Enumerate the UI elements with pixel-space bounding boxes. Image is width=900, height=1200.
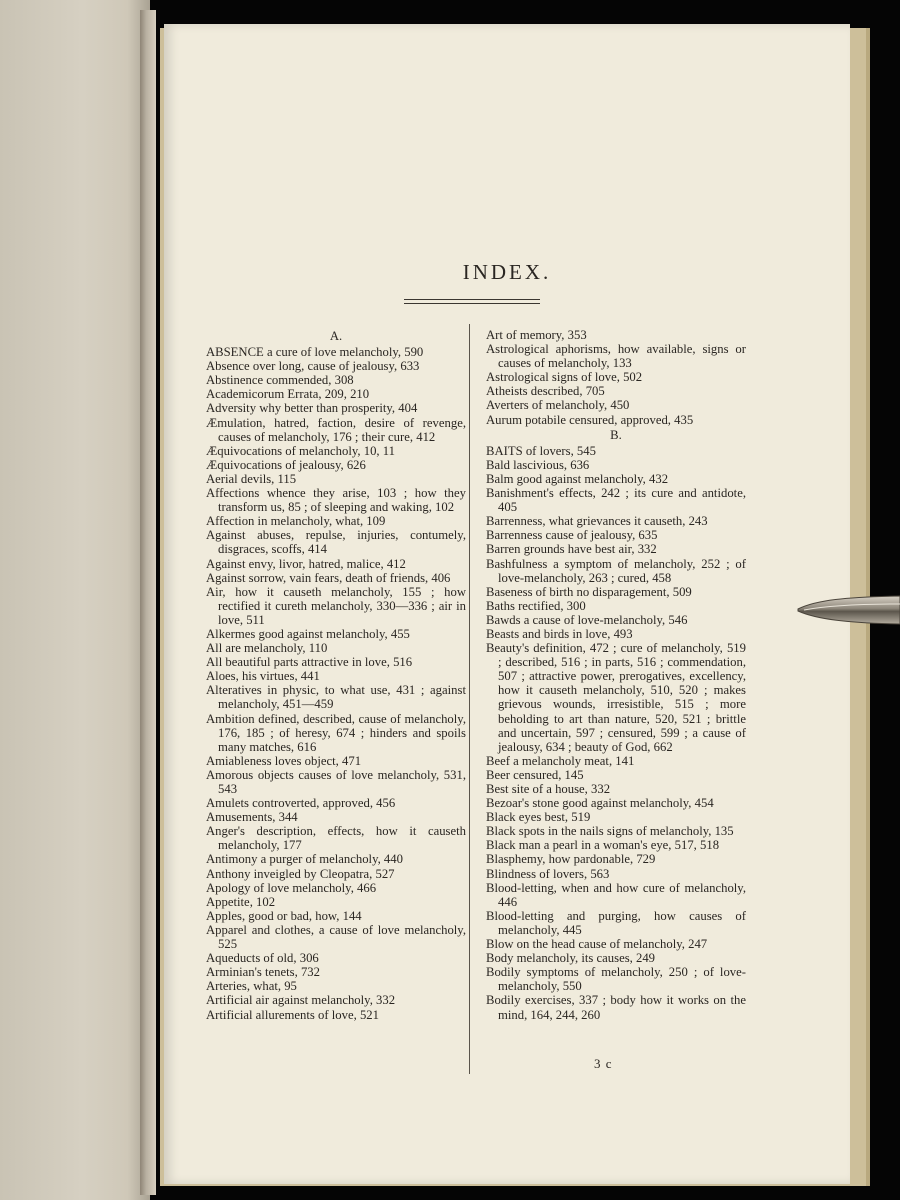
index-entry: Blood-letting and purging, how causes of melancholy, 445 xyxy=(486,908,746,937)
index-entry: Apology of love melancholy, 466 xyxy=(206,880,377,895)
index-entry: Blood-letting, when and how cure of melancholy, 446 xyxy=(486,880,746,909)
index-entry: Æquivocations of melancholy, 10, 11 xyxy=(206,443,395,458)
index-entry: Anger's description, effects, how it causeth melancholy, 177 xyxy=(206,824,466,853)
index-entry: Apparel and clothes, a cause of love melancholy, 525 xyxy=(206,922,466,952)
page-title: INDEX. xyxy=(462,260,552,284)
index-entry: Adversity why better than prosperity, 404 xyxy=(206,401,418,416)
index-entry: Astrological aphorisms, how available, signs or causes of melancholy, 133 xyxy=(486,342,746,371)
index-entry: Arteries, what, 95 xyxy=(206,979,297,994)
index-entry: Black man a pearl in a woman's eye, 517, 518 xyxy=(486,838,720,853)
index-entry: Abstinence commended, 308 xyxy=(206,373,354,388)
index-entry: Astrological signs of love, 502 xyxy=(486,370,643,385)
index-entry: Best site of a house, 332 xyxy=(486,782,611,796)
signature-mark: 3 c xyxy=(594,1056,613,1071)
section-letter: B. xyxy=(610,427,622,442)
index-entry: Beasts and birds in love, 493 xyxy=(486,626,633,641)
index-entry: Anthony inveigled by Cleopatra, 527 xyxy=(206,866,395,881)
index-entry: Beer censured, 145 xyxy=(486,767,584,782)
index-entry: Amusements, 344 xyxy=(206,810,298,825)
index-entry: Black spots in the nails signs of melancholy, 135 xyxy=(486,824,734,839)
index-entry: Barren grounds have best air, 332 xyxy=(486,542,657,557)
index-entry: Æquivocations of jealousy, 626 xyxy=(206,457,366,472)
index-entry: Aqueducts of old, 306 xyxy=(206,951,319,966)
index-entry: Alkermes good against melancholy, 455 xyxy=(206,626,410,641)
index-entry: Aurum potabile censured, approved, 435 xyxy=(486,412,694,427)
index-entry: Averters of melancholy, 450 xyxy=(486,398,630,413)
index-entry: Blow on the head cause of melancholy, 247 xyxy=(486,937,708,952)
index-entry: Academicorum Errata, 209, 210 xyxy=(206,387,370,402)
index-entry: Ambition defined, described, cause of melancholy, 176, 185 ; of heresy, 674 ; hinders and spoils many matches, 616 xyxy=(206,711,466,754)
index-entry: Against abuses, repulse, injuries, contumely, disgraces, scoffs, 414 xyxy=(206,528,466,557)
index-entry: Body melancholy, its causes, 249 xyxy=(486,951,656,966)
facing-left-page xyxy=(0,0,150,1200)
index-entry: All beautiful parts attractive in love, 516 xyxy=(206,655,413,670)
title-rule-bottom xyxy=(404,303,540,304)
index-entry: Blasphemy, how pardonable, 729 xyxy=(486,852,656,867)
index-entry: Artificial air against melancholy, 332 xyxy=(206,993,396,1008)
index-entry: Baseness of birth no disparagement, 509 xyxy=(486,584,692,599)
index-entry: Appetite, 102 xyxy=(206,894,276,909)
index-entry: Beauty's definition, 472 ; cure of melancholy, 519 ; described, 516 ; in parts, 516 ; commendation, 507 ; attractive power, prerogatives, excellency, how it causeth melancholy, 510, 520 ; makes grievous wounds, irresistible, 515 ; more beholding to art than nature, 520, 521 ; brittle and uncertain, 597 ; censured, 599 ; a cause of jealousy, 634 ; beauty of God, 662 xyxy=(486,641,746,754)
index-entry: Art of memory, 353 xyxy=(486,328,587,342)
index-page xyxy=(164,24,850,1184)
index-entry: Air, how it causeth melancholy, 155 ; how rectified it cureth melancholy, 330—336 ; air in love, 511 xyxy=(206,584,466,627)
index-entry: Banishment's effects, 242 ; its cure and antidote, 405 xyxy=(486,486,746,515)
index-entry: Amiableness loves object, 471 xyxy=(206,753,362,768)
index-entry: Bodily exercises, 337 ; body how it works on the mind, 164, 244, 260 xyxy=(486,993,746,1022)
index-entry: Bezoar's stone good against melancholy, 454 xyxy=(486,796,714,811)
index-entry: Bawds a cause of love-melancholy, 546 xyxy=(486,612,688,627)
index-entry: BAITS of lovers, 545 xyxy=(486,443,596,458)
index-entry: Black eyes best, 519 xyxy=(486,810,591,825)
book-gutter xyxy=(140,10,156,1195)
column-divider xyxy=(469,324,470,1074)
index-entry: Against sorrow, vain fears, death of friends, 406 xyxy=(206,570,451,585)
index-entry: Apples, good or bad, how, 144 xyxy=(206,908,362,923)
index-entry: Antimony a purger of melancholy, 440 xyxy=(206,852,403,867)
index-entry: Barrenness cause of jealousy, 635 xyxy=(486,528,658,543)
index-entry: Amorous objects causes of love melancholy, 531, 543 xyxy=(206,767,466,796)
section-letter: A. xyxy=(329,329,343,343)
index-entry: Blindness of lovers, 563 xyxy=(486,866,610,881)
index-entry: Barrenness, what grievances it causeth, 243 xyxy=(486,514,708,529)
title-rule-top xyxy=(404,299,540,300)
index-entry: Bodily symptoms of melancholy, 250 ; of love-melancholy, 550 xyxy=(486,965,746,994)
index-entry: Bald lascivious, 636 xyxy=(486,457,590,472)
index-entry: Alteratives in physic, to what use, 431 ; against melancholy, 451—459 xyxy=(206,683,466,712)
index-entry: ABSENCE a cure of love melancholy, 590 xyxy=(206,345,424,360)
index-entry: Arminian's tenets, 732 xyxy=(206,965,320,980)
index-entry: Against envy, livor, hatred, malice, 412 xyxy=(206,556,406,571)
index-entry: Balm good against melancholy, 432 xyxy=(486,471,669,486)
index-entry: Amulets controverted, approved, 456 xyxy=(206,796,396,811)
index-entry: Atheists described, 705 xyxy=(486,384,605,399)
right-index-column xyxy=(486,328,746,1022)
index-entry: Affections whence they arise, 103 ; how they transform us, 85 ; of sleeping and waking, 102 xyxy=(206,486,466,515)
index-entry: Bashfulness a symptom of melancholy, 252 ; of love-melancholy, 263 ; cured, 458 xyxy=(486,556,746,585)
index-entry: Baths rectified, 300 xyxy=(486,598,586,613)
index-entry: Absence over long, cause of jealousy, 633 xyxy=(206,359,420,374)
index-entry: Beef a melancholy meat, 141 xyxy=(486,753,635,768)
index-entry: Aerial devils, 115 xyxy=(206,471,297,486)
metal-bookmark xyxy=(796,592,900,628)
index-entry: Artificial allurements of love, 521 xyxy=(206,1007,379,1022)
index-entry: All are melancholy, 110 xyxy=(206,641,328,656)
index-entry: Æmulation, hatred, faction, desire of revenge, causes of melancholy, 176 ; their cure, 412 xyxy=(206,415,466,444)
index-entry: Affection in melancholy, what, 109 xyxy=(206,514,386,529)
index-entry: Aloes, his virtues, 441 xyxy=(206,669,320,684)
left-index-column xyxy=(206,328,466,1022)
